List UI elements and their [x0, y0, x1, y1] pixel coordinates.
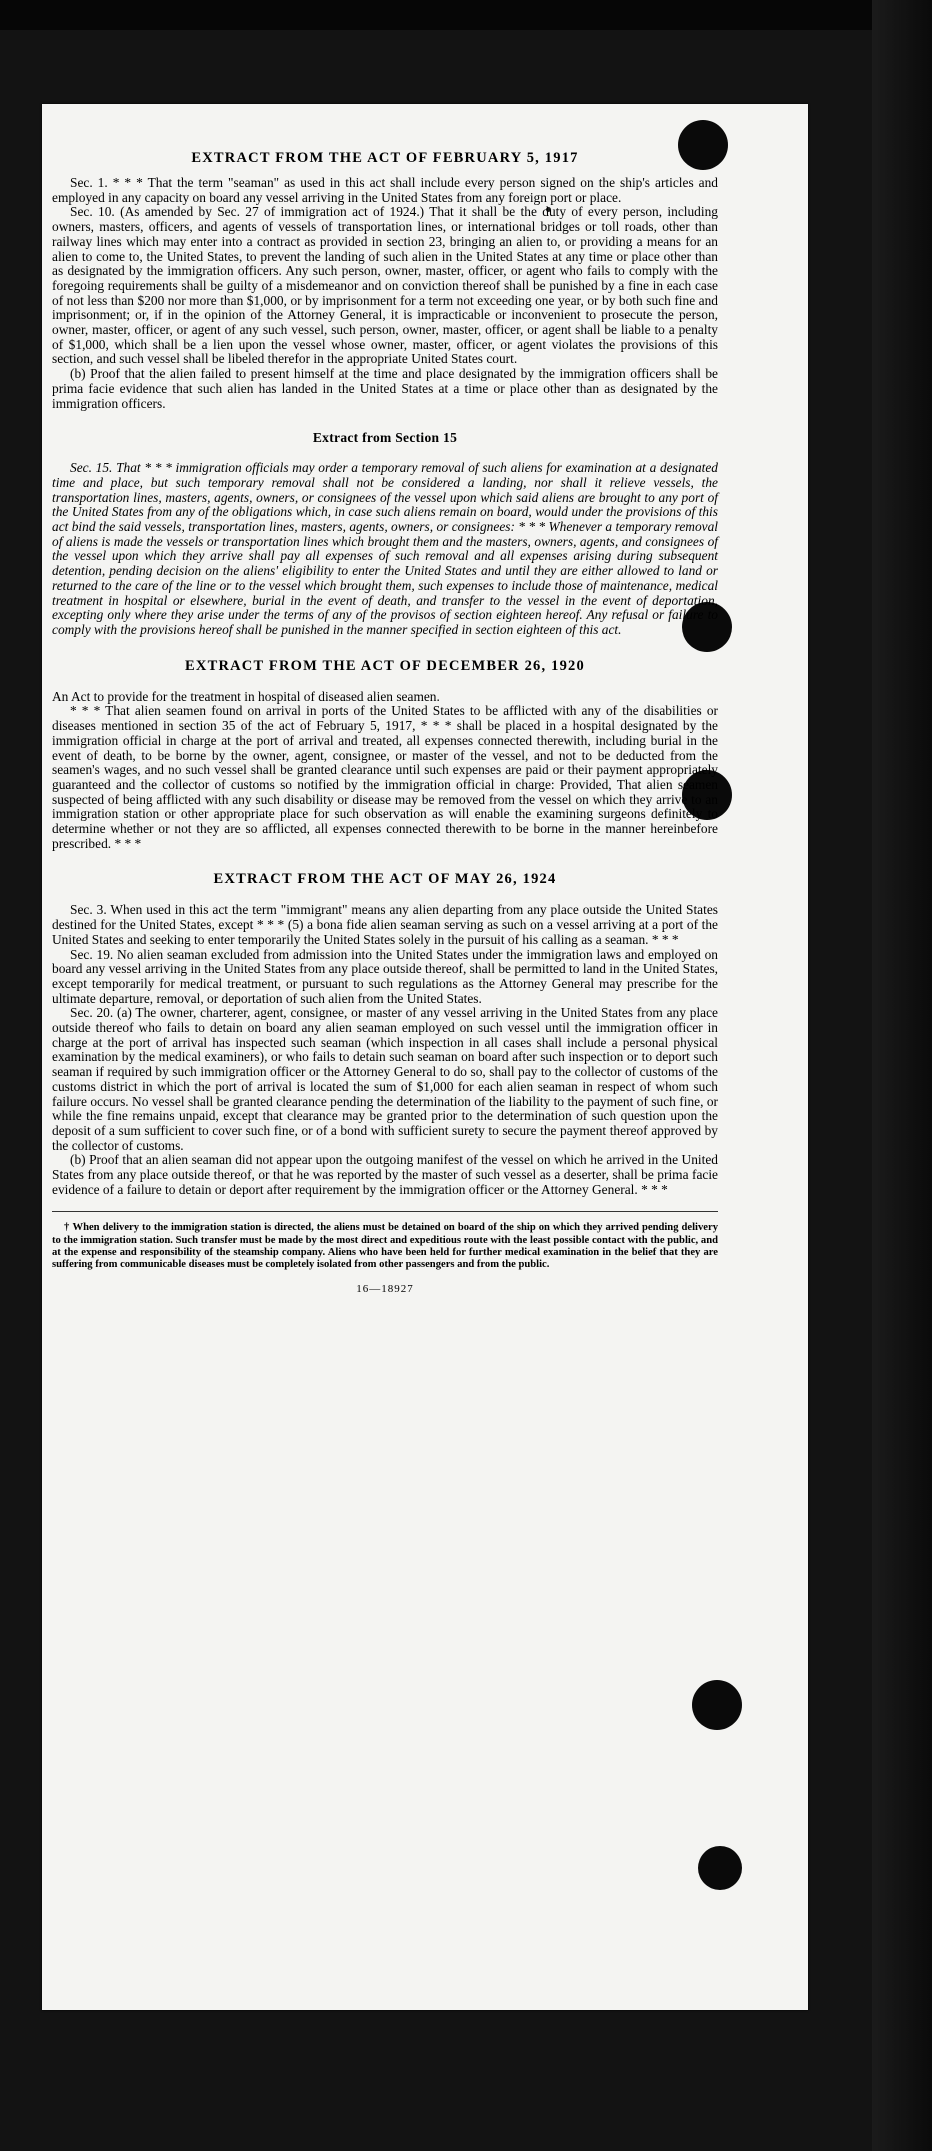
paragraph-sec-1: Sec. 1. * * * That the term "seaman" as used in this act shall include every person signed on the ship's articles and employed in any capacity on board any vessel arriving in the United States from any foreign port or place.: [52, 175, 718, 205]
film-border-right: [872, 0, 932, 2151]
paragraph-sec-3: Sec. 3. When used in this act the term "immigrant" means any alien departing from any place outside the United States destined for the United States, except * * * (5) a bona fide alien seaman serving as such on a vessel arriving at a port of the United States and seeking to enter temporarily the United States solely in the pursuit of his calling as a seaman. * * *: [52, 902, 718, 947]
paragraph-sec-19: Sec. 19. No alien seaman excluded from admission into the United States under the immigration laws and employed on board any vessel arriving in the United States from any place outside thereof, shall be permitted to land in the United States, except temporarily for medical treatment, or pursuant to such regulations as the Attorney General may prescribe for the ultimate departure, removal, or deportation of such alien from the United States.: [52, 946, 718, 1006]
paragraph-hospital: * * * That alien seamen found on arrival in ports of the United States to be afflicted with any of the disabilities or diseases mentioned in section 35 of the act of February 5, 1917, * * * shall be placed in a hospital designated by the immigration official in charge at the port of arrival and treated, all expenses connected therewith, including burial in the event of death, to be borne by the owner, agent, consignee, or master of the vessel, and not to be deducted from the seamen's wages, and no such vessel shall be granted clearance until such expenses are paid or their payment appropriately guaranteed and the collector of customs so notified by the immigration official in charge: Provided, That alien seamen suspected of being afflicted with any such disability or disease may be removed from the vessel on which they arrive to an immigration station or other appropriate place for such observation as will enable the examining surgeons definitely to determine whether or not they are so afflicted, all expenses connected therewith to be borne in the manner hereinbefore prescribed. * * *: [52, 703, 718, 851]
paragraph-sec-20b: (b) Proof that an alien seaman did not appear upon the outgoing manifest of the vessel on which he arrived in the United States from any place outside thereof, or that he was reported by the master of such vessel as a deserter, shall be prima facie evidence of a failure to detain or deport after requirement by the immigration officer or the Attorney General. * * *: [52, 1152, 718, 1197]
page-number: 16—18927: [356, 1283, 414, 1296]
heading-act-1924: EXTRACT FROM THE ACT OF MAY 26, 1924: [213, 871, 557, 888]
film-border-top: [0, 0, 932, 30]
footnote: [52, 1222, 718, 1271]
heading-act-1920: EXTRACT FROM THE ACT OF DECEMBER 26, 1920: [185, 657, 585, 674]
punch-hole: [692, 1680, 742, 1730]
paragraph-sec-15: Sec. 15. That * * * immigration officials may order a temporary removal of such aliens for examination at a designated time and place, but such temporary removal shall not be considered a landing, nor shall it relieve vessels, the transportation lines, masters, agents, owners, or consignees of the vessel upon which said aliens are brought to any port of the United States from any of the obligations which, in case such aliens remain on board, would under the provisions of this act bind the said vessels, transportation lines, masters, agents, owners, or consignees: * * * Whenever a temporary removal of aliens is made the vessels or transportation lines which brought them and the masters, owners, agents, and consignees of the vessel upon which they arrive shall pay all expenses of such removal and all expenses arising during subsequent detention, pending decision on the aliens' eligibility to enter the United States and until they are either allowed to land or returned to the care of the line or to the vessel which brought them, such expenses to include those of maintenance, medical treatment in hospital or elsewhere, burial in the event of death, and transfer to the vessel in the event of deportation, excepting only where they arise under the terms of any of the provisos of section eighteen hereof. Any refusal or failure to comply with the provisions hereof shall be punished in the manner specified in section eighteen of this act.: [52, 460, 718, 637]
paragraph-act-title: An Act to provide for the treatment in hospital of diseased alien seamen.: [52, 688, 440, 704]
heading-section-15: Extract from Section 15: [312, 430, 458, 446]
document-content: [52, 148, 718, 1295]
paragraph-sec-20a: Sec. 20. (a) The owner, charterer, agent, consignee, or master of any vessel arriving in the United States from any place outside thereof who fails to detain on board any alien seaman employed on such vessel until the immigration officer in charge at the port of arrival has inspected such seaman (which inspection in all cases shall include a personal physical examination by the medical examiners), or who fails to detain such seaman on board after such inspection or to deport such seaman if required by such immigration officer or the Attorney General to do so, shall pay to the collector of customs of the customs district in which the port of arrival is located the sum of $1,000 for each alien seaman in respect of whom such failure occurs. No vessel shall be granted clearance pending the determination of the liability to the payment of such fine, or while the fine remains unpaid, except that clearance may be granted prior to the determination of such question upon the deposit of a sum sufficient to cover such fine, or of a bond with sufficient surety to secure the payment thereof approved by the collector of customs.: [52, 1005, 718, 1153]
punch-hole: [698, 1846, 742, 1890]
footnote-text: † When delivery to the immigration station is directed, the aliens must be detained on board of the ship on which they arrived pending delivery to the immigration station. Such transfer must be made by the most direct and expeditious route with the least possible contact with the public, and at the expense and responsibility of the steamship company. Aliens who have been held for further medical examination in the belief that they are suffering from communicable diseases must be completely isolated from other passengers and from the public.: [52, 1222, 718, 1271]
footnote-divider: [52, 1211, 718, 1212]
paragraph-proof: (b) Proof that the alien failed to present himself at the time and place designated by the immigration officers shall be prima facie evidence that such alien has landed in the United States at a time or place other than as designated by the immigration officers.: [52, 366, 718, 411]
heading-act-1917: EXTRACT FROM THE ACT OF FEBRUARY 5, 1917: [191, 150, 579, 166]
paragraph-sec-10: Sec. 10. (As amended by Sec. 27 of immigration act of 1924.) That it shall be the duty of every person, including owners, masters, officers, and agents of vessels of transportation lines, or international bridges or toll roads, other than railway lines which may enter into a contract as provided in section 23, bringing an alien to, or providing a means for an alien to come to, the United States, to prevent the landing of such alien in the United States at any time or place other than as designated by the immigration officers. Any such person, owner, master, officer, or agent who fails to comply with the foregoing requirements shall be guilty of a misdemeanor and on conviction thereof shall be punished by a fine in each case of not less than $200 nor more than $1,000, or by imprisonment for a term not exceeding one year, or by both such fine and imprisonment; or, if in the opinion of the Attorney General, it is impracticable or inconvenient to prosecute the person, owner, master, officer, or agent of any such vessel, such person, owner, master, officer, or agent shall be liable to a penalty of $1,000, which shall be a lien upon the vessel whose owner, master, officer, or agent violates the provisions of this section, and such vessel shall be libeled therefor in the appropriate United States court.: [52, 204, 718, 367]
